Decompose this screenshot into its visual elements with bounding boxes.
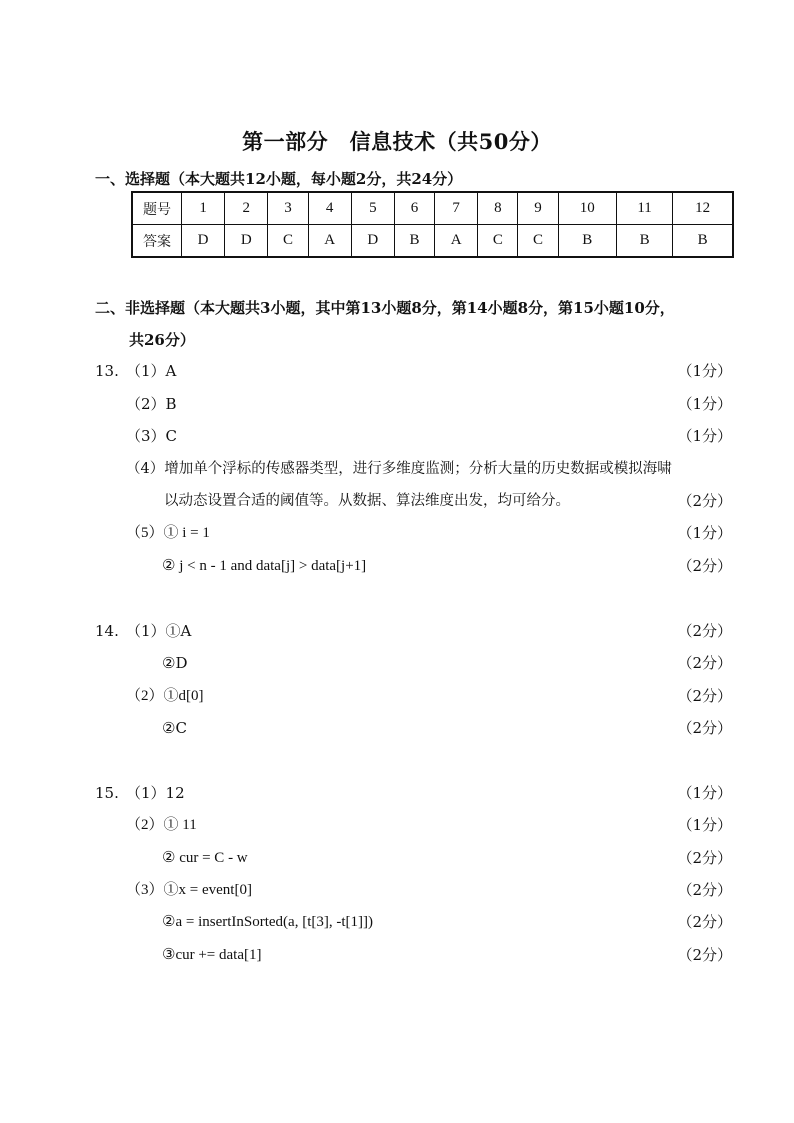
- section1-heading: 一、选择题（本大题共12小题，每小题2分，共24分）: [95, 170, 463, 188]
- q15-item-2b-score: （2分）: [677, 849, 732, 867]
- q13-item-5a-score: （1分）: [677, 524, 732, 542]
- question-number: 6: [394, 192, 434, 225]
- q14-item-1b-score: （2分）: [677, 654, 732, 672]
- answer-cell: C: [268, 225, 308, 258]
- q15-item-2a-score: （1分）: [677, 816, 732, 834]
- q14-item-1a-score: （2分）: [677, 622, 732, 640]
- question-number: 12: [673, 192, 733, 225]
- question-14-number: 14.: [95, 622, 119, 640]
- q13-item-3: （3）C: [126, 427, 178, 445]
- q15-item-1: （1）12: [126, 784, 185, 802]
- q15-item-2a: （2）① 11: [126, 817, 197, 833]
- table-row-numbers: [132, 192, 733, 225]
- q15-item-3c-score: （2分）: [677, 946, 732, 964]
- q13-item-4-score: （2分）: [677, 492, 732, 510]
- q15-item-3b-score: （2分）: [677, 913, 732, 931]
- q13-item-1-score: （1分）: [677, 362, 732, 380]
- answer-cell: A: [308, 225, 351, 258]
- q15-item-1-score: （1分）: [677, 784, 732, 802]
- q14-item-2b: ②C: [162, 719, 187, 737]
- q13-item-5b: ② j < n - 1 and data[j] > data[j+1]: [162, 558, 367, 574]
- section2-heading-line1: 二、非选择题（本大题共3小题，其中第13小题8分，第14小题8分，第15小题10分，: [95, 299, 675, 317]
- question-number: 5: [351, 192, 394, 225]
- question-number: 10: [558, 192, 616, 225]
- answer-cell: D: [225, 225, 268, 258]
- answer-table: [131, 191, 734, 258]
- question-number: 1: [182, 192, 225, 225]
- q14-item-1b: ②D: [162, 654, 188, 672]
- question-number: 7: [435, 192, 478, 225]
- q13-item-3-score: （1分）: [677, 427, 732, 445]
- table-row-answers: [132, 225, 733, 258]
- answer-cell: B: [394, 225, 434, 258]
- row-label-number: 题号: [132, 192, 182, 225]
- answer-cell: B: [616, 225, 672, 258]
- answer-cell: A: [435, 225, 478, 258]
- q15-item-3a-score: （2分）: [677, 881, 732, 899]
- answer-cell: C: [478, 225, 518, 258]
- answer-cell: D: [351, 225, 394, 258]
- q15-item-2b: ② cur = C - w: [162, 850, 248, 866]
- question-number: 8: [478, 192, 518, 225]
- section2-heading-line2: 共26分）: [129, 331, 195, 349]
- question-15-number: 15.: [95, 784, 119, 802]
- q15-item-3c: ③cur += data[1]: [162, 947, 262, 963]
- answer-cell: D: [182, 225, 225, 258]
- q14-item-2a-score: （2分）: [677, 687, 732, 705]
- q15-item-3a: （3）①x = event[0]: [126, 882, 252, 898]
- answer-cell: B: [558, 225, 616, 258]
- q14-item-2b-score: （2分）: [677, 719, 732, 737]
- q13-item-2-score: （1分）: [677, 395, 732, 413]
- q13-item-1: （1）A: [126, 362, 177, 380]
- question-number: 11: [616, 192, 672, 225]
- q14-item-2a: （2）①d[0]: [126, 688, 204, 704]
- question-13-number: 13.: [95, 362, 119, 380]
- q13-item-4-line1: （4）增加单个浮标的传感器类型，进行多维度监测；分析大量的历史数据或模拟海啸: [126, 461, 672, 477]
- q13-item-2: （2）B: [126, 395, 177, 413]
- q14-item-1a: （1）①A: [126, 622, 192, 640]
- question-number: 9: [518, 192, 558, 225]
- q15-item-3b: ②a = insertInSorted(a, [t[3], -t[1]]): [162, 914, 373, 930]
- page-title: 第一部分 信息技术（共50分）: [242, 129, 552, 154]
- q13-item-5b-score: （2分）: [677, 557, 732, 575]
- question-number: 4: [308, 192, 351, 225]
- answer-cell: B: [673, 225, 733, 258]
- row-label-answer: 答案: [132, 225, 182, 258]
- answer-cell: C: [518, 225, 558, 258]
- q13-item-4-line2: 以动态设置合适的阈值等。从数据、算法维度出发，均可给分。: [164, 493, 570, 509]
- q13-item-5a: （5）① i = 1: [126, 525, 210, 541]
- question-number: 3: [268, 192, 308, 225]
- question-number: 2: [225, 192, 268, 225]
